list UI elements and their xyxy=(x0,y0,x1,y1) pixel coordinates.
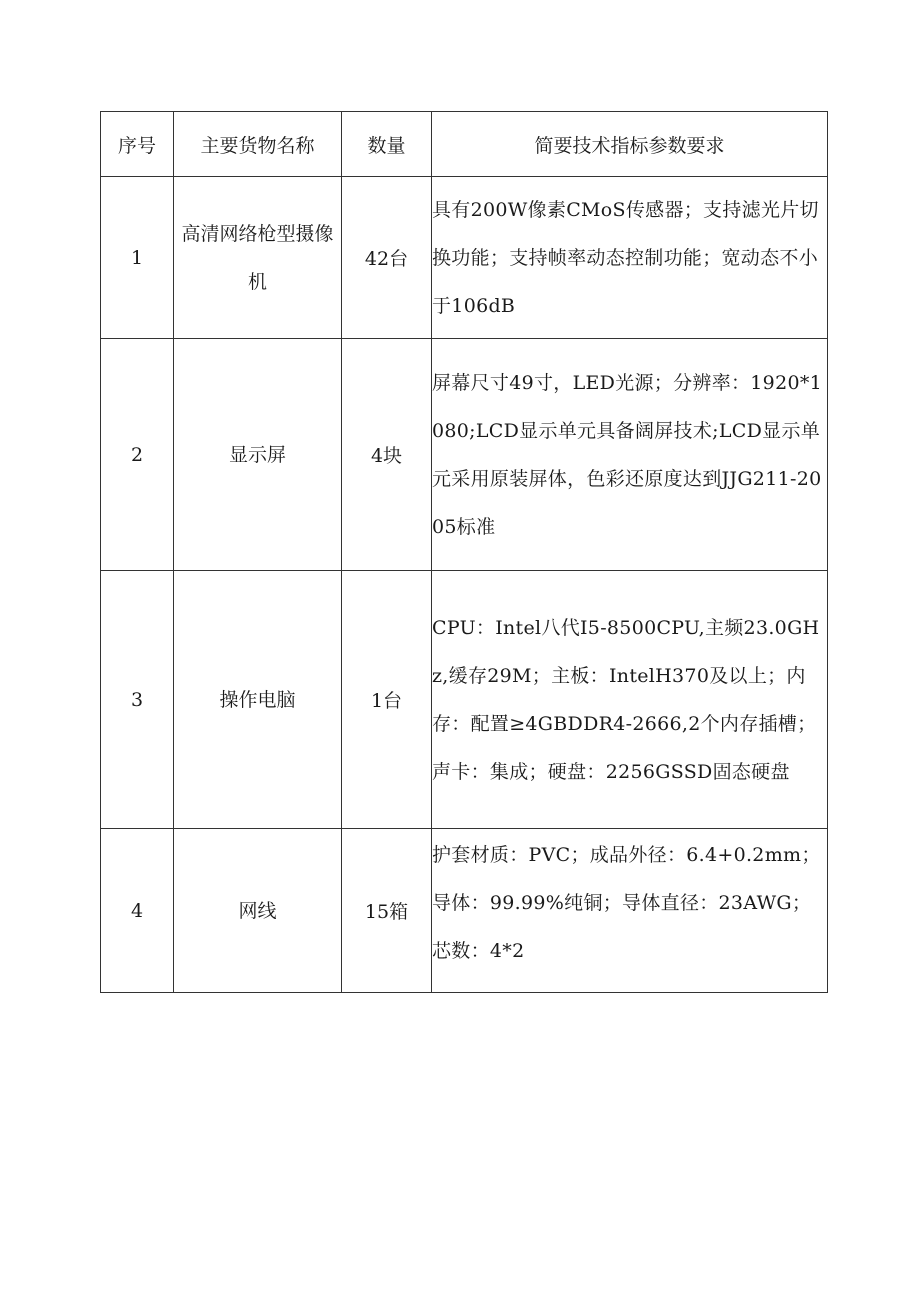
row-index: 1 xyxy=(101,177,174,339)
row-goods-name: 操作电脑 xyxy=(174,571,342,829)
row-spec: CPU：Intel八代I5-8500CPU,主频23.0GHz,缓存29M；主板：IntelH370及以上；内存：配置≥4GBDDR4-2666,2个内存插槽；声卡：集成；硬盘：2256GSSD固态硬盘 xyxy=(432,571,828,829)
row-quantity: 1台 xyxy=(342,571,432,829)
goods-spec-table xyxy=(100,111,828,993)
table-header-row xyxy=(101,112,828,177)
header-spec: 简要技术指标参数要求 xyxy=(432,112,828,177)
row-quantity: 42台 xyxy=(342,177,432,339)
table-row xyxy=(101,177,828,339)
row-index: 2 xyxy=(101,339,174,571)
row-quantity: 15箱 xyxy=(342,829,432,993)
header-index: 序号 xyxy=(101,112,174,177)
row-index: 4 xyxy=(101,829,174,993)
header-goods-name: 主要货物名称 xyxy=(174,112,342,177)
row-goods-name: 显示屏 xyxy=(174,339,342,571)
row-goods-name: 网线 xyxy=(174,829,342,993)
row-spec: 护套材质：PVC；成品外径：6.4+0.2mm；导体：99.99%纯铜；导体直径：23AWG；芯数：4*2 xyxy=(432,829,828,993)
header-quantity: 数量 xyxy=(342,112,432,177)
table-row xyxy=(101,571,828,829)
row-quantity: 4块 xyxy=(342,339,432,571)
row-spec: 屏幕尺寸49寸，LED光源；分辨率：1920*1080;LCD显示单元具备阔屏技术;LCD显示单元采用原装屏体，色彩还原度达到JJG211-2005标准 xyxy=(432,339,828,571)
row-index: 3 xyxy=(101,571,174,829)
table-row xyxy=(101,829,828,993)
table-row xyxy=(101,339,828,571)
row-goods-name: 高清网络枪型摄像机 xyxy=(174,177,342,339)
row-spec: 具有200W像素CMoS传感器；支持滤光片切换功能；支持帧率动态控制功能；宽动态不小于106dB xyxy=(432,177,828,339)
